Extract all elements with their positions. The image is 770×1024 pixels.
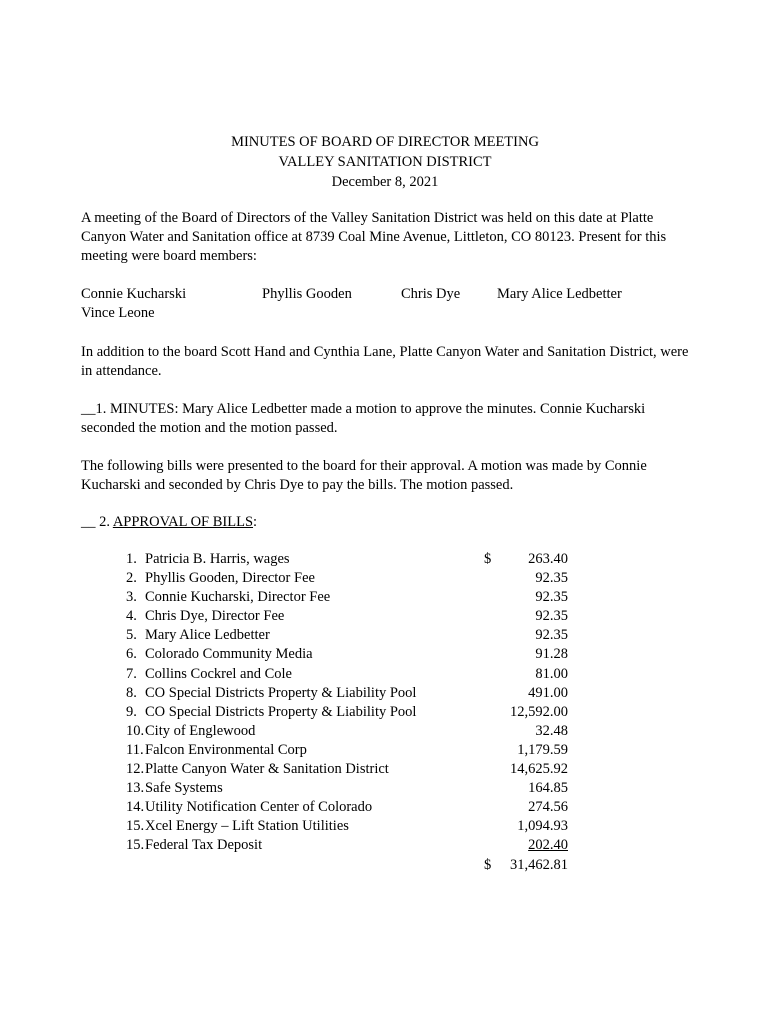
approval-of-bills-heading [81, 513, 257, 532]
approval-prefix: __ 2. [81, 514, 113, 530]
bill-number: 2. [126, 570, 137, 587]
bill-amount: 81.00 [535, 665, 568, 682]
bill-row [126, 703, 576, 722]
header-organization: VALLEY SANITATION DISTRICT [278, 154, 492, 170]
bill-amount: 32.48 [535, 722, 568, 739]
bill-number: 10. [126, 722, 145, 739]
bill-amount: 14,625.92 [510, 761, 568, 778]
total-amount: 31,462.81 [510, 856, 568, 873]
bill-amount: 92.35 [535, 589, 568, 606]
bill-payee: Colorado Community Media [145, 646, 313, 663]
bill-number: 4. [126, 608, 137, 625]
bill-amount: 274.56 [528, 799, 568, 816]
bill-number: 11. [126, 741, 144, 758]
bill-number: 8. [126, 684, 137, 701]
bill-amount: 92.35 [535, 608, 568, 625]
bill-amount: 202.40 [528, 837, 568, 854]
member-name: Chris Dye [401, 286, 461, 302]
bill-row [126, 569, 576, 588]
bill-payee: Collins Cockrel and Cole [145, 665, 292, 682]
bill-row [126, 722, 576, 741]
bill-payee: Mary Alice Ledbetter [145, 627, 270, 644]
bills-total-row [126, 856, 576, 875]
bill-row [126, 550, 576, 569]
bill-amount: 164.85 [528, 780, 568, 797]
bill-amount: 12,592.00 [510, 703, 568, 720]
board-members [81, 285, 681, 325]
bill-amount: 92.35 [535, 570, 568, 587]
header-title: MINUTES OF BOARD OF DIRECTOR MEETING [231, 134, 539, 150]
bill-row [126, 684, 576, 703]
bill-payee: Safe Systems [145, 780, 223, 797]
bill-payee: Platte Canyon Water & Sanitation District [145, 761, 389, 778]
bill-number: 7. [126, 665, 137, 682]
bill-number: 15. [126, 837, 145, 854]
bill-number: 3. [126, 589, 137, 606]
bill-row [126, 607, 576, 626]
bill-number: 6. [126, 646, 137, 663]
bill-number: 13. [126, 780, 145, 797]
bill-payee: Chris Dye, Director Fee [145, 608, 285, 625]
bill-amount: 1,094.93 [517, 818, 568, 835]
bill-payee: City of Englewood [145, 722, 256, 739]
bill-payee: Utility Notification Center of Colorado [145, 799, 373, 816]
bill-payee: Patricia B. Harris, wages [145, 551, 290, 567]
attendance-paragraph: In addition to the board Scott Hand and Cynthia Lane, Platte Canyon Water and Sanitation District, were in attendance. [81, 344, 689, 379]
document-header [0, 132, 770, 192]
minutes-item: __1. MINUTES: Mary Alice Ledbetter made a motion to approve the minutes. Connie Kucharski seconded the motion and the motion passed. [81, 401, 646, 436]
member-name: Phyllis Gooden [262, 286, 352, 302]
header-date: December 8, 2021 [331, 174, 439, 190]
bills-paragraph: The following bills were presented to the board for their approval. A motion was made by Connie Kucharski and seconded by Chris Dye to pay the bills. The motion passed. [81, 458, 647, 493]
bill-row [126, 779, 576, 798]
bill-payee: Xcel Energy – Lift Station Utilities [145, 818, 349, 835]
member-name: Mary Alice Ledbetter [497, 286, 622, 302]
bills-list [126, 550, 576, 875]
bill-amount: 92.35 [535, 627, 568, 644]
approval-suffix: : [253, 514, 258, 530]
approval-title: APPROVAL OF BILLS [112, 514, 254, 530]
bill-amount: 263.40 [528, 551, 568, 567]
bill-number: 15. [126, 818, 145, 835]
intro-paragraph: A meeting of the Board of Directors of the Valley Sanitation District was held on this date at Platte Canyon Water and Sanitation office at 8739 Coal Mine Avenue, Littleton, CO 80123. Present for this meeting were board members: [81, 210, 667, 264]
bill-number: 12. [126, 761, 145, 778]
bill-number: 5. [126, 627, 137, 644]
bill-amount: 1,179.59 [517, 741, 568, 758]
bill-row [126, 588, 576, 607]
bill-row [126, 741, 576, 760]
bill-number: 14. [126, 799, 145, 816]
bill-currency: $ [484, 551, 492, 567]
bill-payee: Federal Tax Deposit [145, 837, 263, 854]
bill-row [126, 665, 576, 684]
bill-payee: Falcon Environmental Corp [145, 741, 307, 758]
bill-row [126, 836, 576, 855]
bill-payee: CO Special Districts Property & Liability Pool [145, 684, 417, 701]
bill-row [126, 626, 576, 645]
bill-row [126, 817, 576, 836]
bill-payee: CO Special Districts Property & Liability Pool [145, 703, 417, 720]
bill-number: 9. [126, 703, 137, 720]
bill-row [126, 798, 576, 817]
total-currency: $ [484, 856, 492, 873]
member-name: Vince Leone [81, 305, 155, 321]
bill-row [126, 645, 576, 664]
bill-payee: Phyllis Gooden, Director Fee [145, 570, 315, 587]
bill-amount: 491.00 [528, 684, 568, 701]
bill-number: 1. [126, 551, 137, 567]
bill-row [126, 760, 576, 779]
bill-amount: 91.28 [535, 646, 568, 663]
bill-payee: Connie Kucharski, Director Fee [145, 589, 331, 606]
member-name: Connie Kucharski [81, 286, 187, 302]
